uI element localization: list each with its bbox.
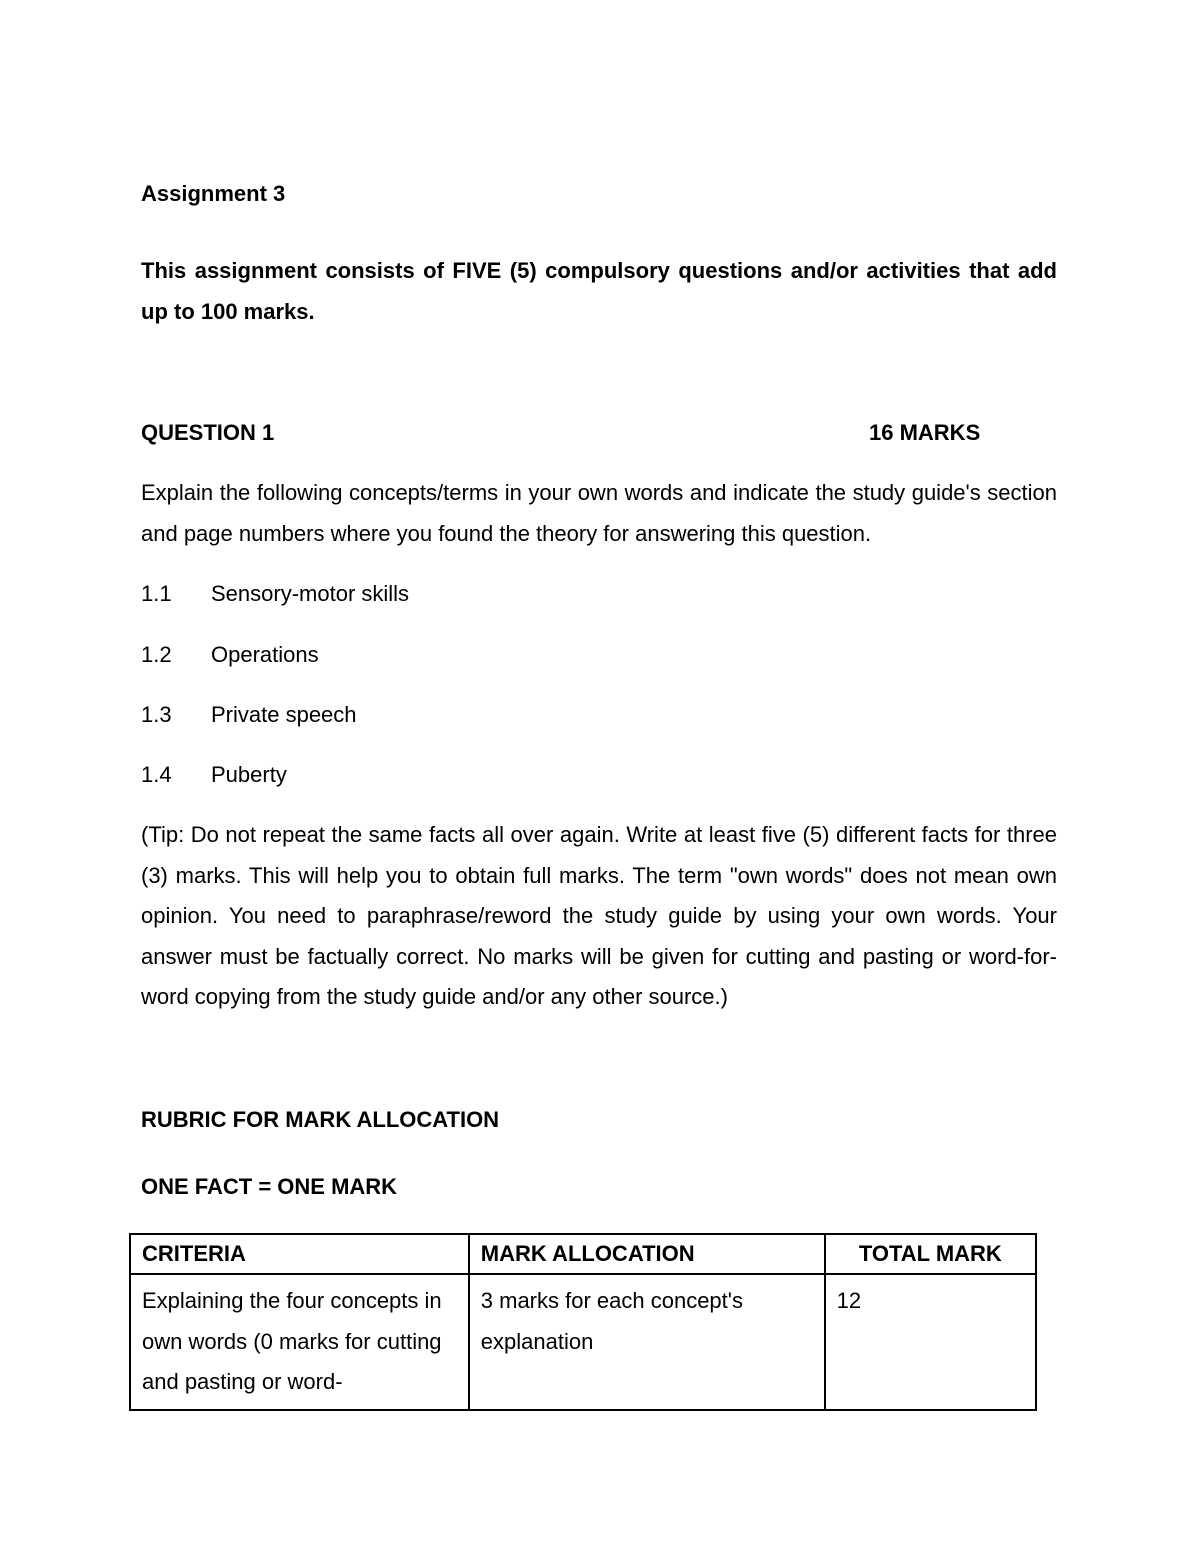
item-label: Puberty	[211, 762, 287, 787]
assignment-intro: This assignment consists of FIVE (5) compulsory questions and/or activities that add up to 100 marks.	[141, 258, 1057, 324]
rubric-rule: ONE FACT = ONE MARK	[141, 1174, 398, 1199]
rubric-title: RUBRIC FOR MARK ALLOCATION	[141, 1107, 500, 1132]
question-marks: 16 MARKS	[869, 420, 981, 445]
tip-paragraph: (Tip: Do not repeat the same facts all over again. Write at least five (5) different facts for three (3) marks. This will help you to obtain full marks. The term "own words" does not mean own opinion. You need to paraphrase/reword the study guide by using your own words. Your answer must be factually correct. No marks will be given for cutting and pasting or word-for-word copying from the study guide and/or any other source.)	[141, 822, 1057, 1010]
question-title: QUESTION 1	[141, 420, 275, 445]
item-label: Sensory-motor skills	[211, 581, 410, 606]
header-mark-allocation: MARK ALLOCATION	[469, 1234, 825, 1274]
item-number: 1.2	[141, 642, 172, 667]
item-label: Private speech	[211, 702, 357, 727]
header-total-mark: TOTAL MARK	[825, 1234, 1036, 1274]
rubric-table	[129, 1233, 1037, 1411]
cell-total-mark: 12	[825, 1274, 1036, 1410]
header-criteria: CRITERIA	[130, 1234, 469, 1274]
item-number: 1.4	[141, 762, 172, 787]
item-label: Operations	[211, 642, 319, 667]
assignment-heading: Assignment 3	[141, 181, 286, 206]
item-number: 1.3	[141, 702, 172, 727]
question-instruction: Explain the following concepts/terms in your own words and indicate the study guide's section and page numbers where you found the theory for answering this question.	[141, 480, 1057, 546]
cell-criteria: Explaining the four concepts in own words (0 marks for cutting and pasting or word-	[130, 1274, 469, 1410]
table-row	[130, 1274, 1036, 1410]
table-header-row	[130, 1234, 1036, 1274]
item-number: 1.1	[141, 581, 172, 606]
cell-mark-allocation: 3 marks for each concept's explanation	[469, 1274, 825, 1410]
